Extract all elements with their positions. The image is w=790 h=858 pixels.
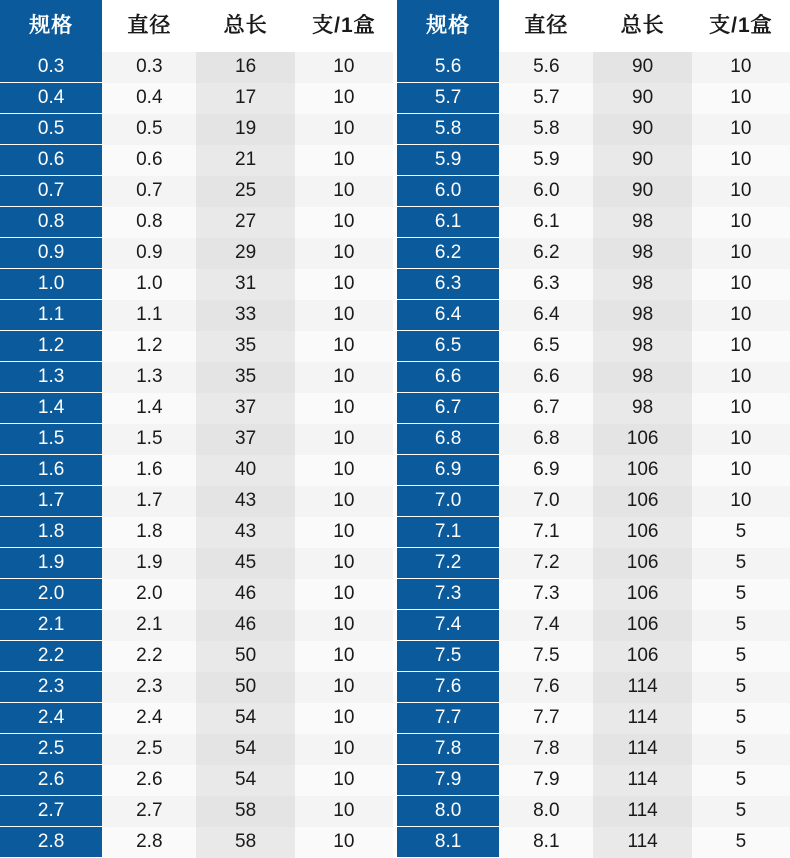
table-row xyxy=(397,579,790,610)
cell-per-box: 5 xyxy=(692,548,790,579)
cell-diameter: 1.4 xyxy=(102,393,196,424)
cell-spec: 2.8 xyxy=(0,827,102,858)
table-row xyxy=(397,672,790,703)
cell-diameter: 8.0 xyxy=(499,796,593,827)
cell-length: 98 xyxy=(593,362,691,393)
cell-per-box: 10 xyxy=(295,765,393,796)
cell-diameter: 2.0 xyxy=(102,579,196,610)
table-row xyxy=(0,176,393,207)
table-row xyxy=(397,393,790,424)
cell-length: 54 xyxy=(196,703,294,734)
cell-diameter: 1.0 xyxy=(102,269,196,300)
cell-length: 37 xyxy=(196,424,294,455)
cell-length: 37 xyxy=(196,393,294,424)
cell-diameter: 7.3 xyxy=(499,579,593,610)
cell-length: 27 xyxy=(196,207,294,238)
table-row xyxy=(397,424,790,455)
table-row xyxy=(397,300,790,331)
table-row xyxy=(0,145,393,176)
cell-per-box: 5 xyxy=(692,796,790,827)
cell-spec: 7.7 xyxy=(397,703,499,734)
cell-length: 58 xyxy=(196,827,294,858)
cell-per-box: 10 xyxy=(295,83,393,114)
cell-length: 33 xyxy=(196,300,294,331)
cell-spec: 0.5 xyxy=(0,114,102,145)
cell-diameter: 7.6 xyxy=(499,672,593,703)
table-row xyxy=(0,765,393,796)
cell-per-box: 10 xyxy=(295,145,393,176)
cell-per-box: 10 xyxy=(692,114,790,145)
cell-spec: 0.6 xyxy=(0,145,102,176)
cell-length: 98 xyxy=(593,269,691,300)
cell-spec: 0.7 xyxy=(0,176,102,207)
table-row xyxy=(397,114,790,145)
cell-diameter: 5.9 xyxy=(499,145,593,176)
cell-diameter: 6.5 xyxy=(499,331,593,362)
cell-per-box: 10 xyxy=(692,52,790,83)
column-header-per-box: 支/1盒 xyxy=(295,0,393,52)
cell-spec: 0.8 xyxy=(0,207,102,238)
cell-diameter: 8.1 xyxy=(499,827,593,858)
cell-spec: 2.7 xyxy=(0,796,102,827)
cell-spec: 5.6 xyxy=(397,52,499,83)
cell-length: 106 xyxy=(593,517,691,548)
cell-per-box: 10 xyxy=(295,207,393,238)
cell-per-box: 5 xyxy=(692,517,790,548)
cell-length: 43 xyxy=(196,517,294,548)
cell-length: 58 xyxy=(196,796,294,827)
cell-spec: 8.1 xyxy=(397,827,499,858)
table-row xyxy=(397,734,790,765)
cell-length: 114 xyxy=(593,796,691,827)
table-row xyxy=(0,52,393,83)
table-row xyxy=(0,207,393,238)
cell-length: 21 xyxy=(196,145,294,176)
table-row xyxy=(397,269,790,300)
cell-per-box: 5 xyxy=(692,827,790,858)
cell-diameter: 1.7 xyxy=(102,486,196,517)
table-row xyxy=(0,827,393,858)
cell-diameter: 7.0 xyxy=(499,486,593,517)
cell-spec: 7.3 xyxy=(397,579,499,610)
cell-length: 35 xyxy=(196,331,294,362)
cell-length: 31 xyxy=(196,269,294,300)
table-header-row xyxy=(0,0,393,52)
cell-per-box: 10 xyxy=(295,827,393,858)
table-row xyxy=(397,703,790,734)
cell-spec: 2.2 xyxy=(0,641,102,672)
cell-diameter: 2.5 xyxy=(102,734,196,765)
cell-spec: 6.8 xyxy=(397,424,499,455)
table-row xyxy=(397,362,790,393)
cell-length: 45 xyxy=(196,548,294,579)
table-row xyxy=(397,207,790,238)
cell-length: 106 xyxy=(593,610,691,641)
table-row xyxy=(397,765,790,796)
cell-length: 16 xyxy=(196,52,294,83)
table-row xyxy=(0,362,393,393)
table-row xyxy=(397,548,790,579)
table-row xyxy=(0,548,393,579)
cell-diameter: 2.3 xyxy=(102,672,196,703)
cell-per-box: 10 xyxy=(295,114,393,145)
cell-length: 90 xyxy=(593,176,691,207)
cell-diameter: 1.3 xyxy=(102,362,196,393)
cell-spec: 1.4 xyxy=(0,393,102,424)
cell-per-box: 10 xyxy=(295,424,393,455)
cell-per-box: 10 xyxy=(295,734,393,765)
cell-length: 106 xyxy=(593,424,691,455)
cell-length: 98 xyxy=(593,331,691,362)
cell-diameter: 2.4 xyxy=(102,703,196,734)
cell-spec: 5.9 xyxy=(397,145,499,176)
cell-per-box: 10 xyxy=(295,238,393,269)
table-row xyxy=(0,610,393,641)
table-row xyxy=(0,331,393,362)
cell-diameter: 1.8 xyxy=(102,517,196,548)
cell-length: 35 xyxy=(196,362,294,393)
cell-spec: 2.5 xyxy=(0,734,102,765)
cell-diameter: 5.8 xyxy=(499,114,593,145)
table-row xyxy=(0,455,393,486)
table-row xyxy=(397,455,790,486)
cell-spec: 1.1 xyxy=(0,300,102,331)
cell-spec: 6.4 xyxy=(397,300,499,331)
cell-diameter: 0.6 xyxy=(102,145,196,176)
right-table-body xyxy=(397,52,790,858)
column-header-per-box: 支/1盒 xyxy=(692,0,790,52)
cell-length: 98 xyxy=(593,300,691,331)
cell-per-box: 10 xyxy=(692,176,790,207)
table-row xyxy=(397,486,790,517)
cell-spec: 7.6 xyxy=(397,672,499,703)
cell-diameter: 6.7 xyxy=(499,393,593,424)
cell-length: 114 xyxy=(593,827,691,858)
cell-length: 114 xyxy=(593,703,691,734)
cell-length: 46 xyxy=(196,579,294,610)
cell-per-box: 10 xyxy=(295,176,393,207)
table-row xyxy=(397,827,790,858)
cell-diameter: 6.9 xyxy=(499,455,593,486)
cell-spec: 6.2 xyxy=(397,238,499,269)
cell-per-box: 10 xyxy=(692,238,790,269)
column-header-diameter: 直径 xyxy=(499,0,593,52)
cell-per-box: 10 xyxy=(295,517,393,548)
cell-diameter: 5.6 xyxy=(499,52,593,83)
cell-per-box: 10 xyxy=(295,579,393,610)
column-header-spec: 规格 xyxy=(0,0,102,52)
cell-per-box: 10 xyxy=(295,455,393,486)
table-row xyxy=(0,83,393,114)
right-spec-table xyxy=(397,0,790,858)
column-header-length: 总长 xyxy=(196,0,294,52)
table-row xyxy=(397,83,790,114)
column-header-diameter: 直径 xyxy=(102,0,196,52)
table-row xyxy=(397,641,790,672)
table-row xyxy=(397,610,790,641)
cell-spec: 7.9 xyxy=(397,765,499,796)
cell-diameter: 0.5 xyxy=(102,114,196,145)
cell-per-box: 5 xyxy=(692,641,790,672)
cell-diameter: 7.7 xyxy=(499,703,593,734)
cell-diameter: 2.1 xyxy=(102,610,196,641)
cell-per-box: 10 xyxy=(692,269,790,300)
cell-per-box: 10 xyxy=(295,52,393,83)
cell-per-box: 10 xyxy=(295,269,393,300)
cell-per-box: 10 xyxy=(692,455,790,486)
cell-length: 54 xyxy=(196,765,294,796)
cell-per-box: 10 xyxy=(692,300,790,331)
table-row xyxy=(397,517,790,548)
cell-diameter: 0.4 xyxy=(102,83,196,114)
cell-spec: 1.3 xyxy=(0,362,102,393)
cell-spec: 1.8 xyxy=(0,517,102,548)
table-row xyxy=(0,424,393,455)
cell-per-box: 10 xyxy=(295,548,393,579)
cell-per-box: 10 xyxy=(692,145,790,176)
table-row xyxy=(0,238,393,269)
cell-length: 106 xyxy=(593,641,691,672)
cell-diameter: 0.7 xyxy=(102,176,196,207)
cell-per-box: 10 xyxy=(295,300,393,331)
table-row xyxy=(0,486,393,517)
cell-spec: 7.0 xyxy=(397,486,499,517)
table-row xyxy=(397,331,790,362)
cell-per-box: 5 xyxy=(692,703,790,734)
cell-spec: 6.9 xyxy=(397,455,499,486)
cell-diameter: 0.3 xyxy=(102,52,196,83)
cell-per-box: 10 xyxy=(295,331,393,362)
table-row xyxy=(397,145,790,176)
cell-length: 54 xyxy=(196,734,294,765)
cell-length: 90 xyxy=(593,83,691,114)
cell-diameter: 6.8 xyxy=(499,424,593,455)
table-row xyxy=(397,52,790,83)
cell-spec: 5.7 xyxy=(397,83,499,114)
cell-spec: 5.8 xyxy=(397,114,499,145)
table-row xyxy=(397,176,790,207)
cell-diameter: 7.1 xyxy=(499,517,593,548)
table-row xyxy=(0,269,393,300)
right-table-wrap xyxy=(397,0,790,852)
cell-diameter: 2.7 xyxy=(102,796,196,827)
cell-spec: 7.1 xyxy=(397,517,499,548)
left-spec-table xyxy=(0,0,393,858)
cell-spec: 1.2 xyxy=(0,331,102,362)
cell-diameter: 7.8 xyxy=(499,734,593,765)
cell-per-box: 10 xyxy=(692,331,790,362)
cell-length: 98 xyxy=(593,238,691,269)
table-row xyxy=(0,114,393,145)
cell-length: 29 xyxy=(196,238,294,269)
cell-spec: 6.6 xyxy=(397,362,499,393)
cell-diameter: 2.6 xyxy=(102,765,196,796)
table-row xyxy=(0,579,393,610)
cell-per-box: 10 xyxy=(295,486,393,517)
cell-per-box: 5 xyxy=(692,734,790,765)
cell-diameter: 5.7 xyxy=(499,83,593,114)
cell-diameter: 1.6 xyxy=(102,455,196,486)
cell-spec: 6.5 xyxy=(397,331,499,362)
cell-length: 46 xyxy=(196,610,294,641)
cell-length: 98 xyxy=(593,393,691,424)
table-header-row xyxy=(397,0,790,52)
cell-diameter: 2.2 xyxy=(102,641,196,672)
cell-spec: 1.6 xyxy=(0,455,102,486)
cell-spec: 2.3 xyxy=(0,672,102,703)
cell-length: 114 xyxy=(593,765,691,796)
cell-per-box: 10 xyxy=(692,486,790,517)
cell-length: 25 xyxy=(196,176,294,207)
right-table-head xyxy=(397,0,790,52)
cell-spec: 6.3 xyxy=(397,269,499,300)
cell-length: 50 xyxy=(196,641,294,672)
cell-per-box: 10 xyxy=(295,641,393,672)
cell-per-box: 5 xyxy=(692,610,790,641)
cell-spec: 7.5 xyxy=(397,641,499,672)
cell-spec: 6.1 xyxy=(397,207,499,238)
cell-length: 114 xyxy=(593,734,691,765)
table-row xyxy=(397,238,790,269)
left-table-wrap xyxy=(0,0,393,852)
cell-per-box: 10 xyxy=(295,796,393,827)
cell-diameter: 6.4 xyxy=(499,300,593,331)
cell-diameter: 6.6 xyxy=(499,362,593,393)
table-row xyxy=(0,672,393,703)
cell-diameter: 7.9 xyxy=(499,765,593,796)
cell-spec: 8.0 xyxy=(397,796,499,827)
cell-spec: 0.4 xyxy=(0,83,102,114)
cell-per-box: 10 xyxy=(295,362,393,393)
cell-per-box: 10 xyxy=(692,83,790,114)
cell-length: 106 xyxy=(593,455,691,486)
cell-per-box: 5 xyxy=(692,672,790,703)
table-row xyxy=(0,796,393,827)
table-row xyxy=(397,796,790,827)
cell-spec: 2.6 xyxy=(0,765,102,796)
cell-diameter: 0.9 xyxy=(102,238,196,269)
cell-per-box: 5 xyxy=(692,579,790,610)
cell-per-box: 10 xyxy=(692,424,790,455)
column-header-spec: 规格 xyxy=(397,0,499,52)
cell-spec: 0.9 xyxy=(0,238,102,269)
cell-length: 114 xyxy=(593,672,691,703)
cell-length: 40 xyxy=(196,455,294,486)
table-row xyxy=(0,517,393,548)
cell-spec: 1.5 xyxy=(0,424,102,455)
table-row xyxy=(0,393,393,424)
cell-spec: 0.3 xyxy=(0,52,102,83)
left-table-head xyxy=(0,0,393,52)
cell-spec: 7.4 xyxy=(397,610,499,641)
cell-length: 19 xyxy=(196,114,294,145)
cell-diameter: 6.2 xyxy=(499,238,593,269)
table-row xyxy=(0,300,393,331)
cell-spec: 7.8 xyxy=(397,734,499,765)
cell-diameter: 1.1 xyxy=(102,300,196,331)
cell-length: 106 xyxy=(593,548,691,579)
table-row xyxy=(0,641,393,672)
cell-diameter: 6.1 xyxy=(499,207,593,238)
cell-diameter: 1.2 xyxy=(102,331,196,362)
cell-length: 43 xyxy=(196,486,294,517)
cell-spec: 1.9 xyxy=(0,548,102,579)
cell-length: 98 xyxy=(593,207,691,238)
cell-spec: 2.0 xyxy=(0,579,102,610)
cell-per-box: 10 xyxy=(295,610,393,641)
cell-spec: 2.1 xyxy=(0,610,102,641)
cell-spec: 2.4 xyxy=(0,703,102,734)
cell-spec: 6.7 xyxy=(397,393,499,424)
cell-per-box: 10 xyxy=(692,207,790,238)
cell-diameter: 6.0 xyxy=(499,176,593,207)
cell-length: 50 xyxy=(196,672,294,703)
cell-per-box: 10 xyxy=(692,393,790,424)
table-row xyxy=(0,703,393,734)
cell-spec: 1.0 xyxy=(0,269,102,300)
table-row xyxy=(0,734,393,765)
cell-length: 90 xyxy=(593,52,691,83)
cell-length: 17 xyxy=(196,83,294,114)
cell-spec: 6.0 xyxy=(397,176,499,207)
cell-diameter: 6.3 xyxy=(499,269,593,300)
cell-spec: 7.2 xyxy=(397,548,499,579)
cell-length: 90 xyxy=(593,114,691,145)
cell-diameter: 2.8 xyxy=(102,827,196,858)
column-header-length: 总长 xyxy=(593,0,691,52)
cell-diameter: 0.8 xyxy=(102,207,196,238)
cell-length: 106 xyxy=(593,579,691,610)
left-table-body xyxy=(0,52,393,858)
cell-per-box: 10 xyxy=(692,362,790,393)
cell-per-box: 10 xyxy=(295,703,393,734)
cell-per-box: 5 xyxy=(692,765,790,796)
cell-diameter: 7.5 xyxy=(499,641,593,672)
cell-diameter: 7.2 xyxy=(499,548,593,579)
cell-per-box: 10 xyxy=(295,393,393,424)
cell-length: 90 xyxy=(593,145,691,176)
cell-diameter: 1.5 xyxy=(102,424,196,455)
cell-length: 106 xyxy=(593,486,691,517)
cell-per-box: 10 xyxy=(295,672,393,703)
cell-diameter: 1.9 xyxy=(102,548,196,579)
cell-spec: 1.7 xyxy=(0,486,102,517)
cell-diameter: 7.4 xyxy=(499,610,593,641)
